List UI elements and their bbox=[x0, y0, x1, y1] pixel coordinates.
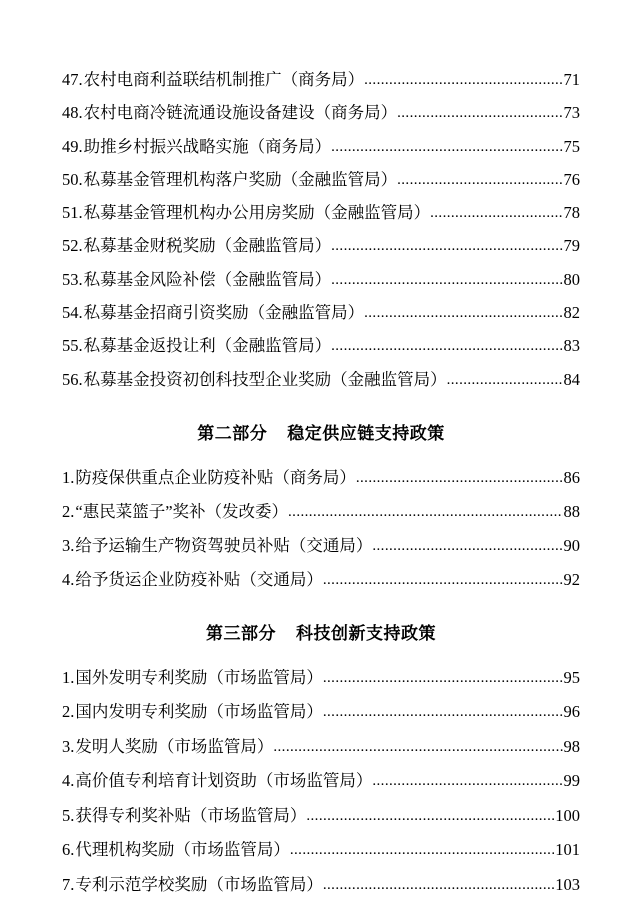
toc-entry-number: 56. bbox=[62, 369, 83, 389]
toc-entry-page: 98 bbox=[563, 736, 580, 756]
toc-entry-number: 52. bbox=[62, 236, 83, 256]
toc-entry-number: 51. bbox=[62, 203, 83, 223]
toc-leader-dots bbox=[364, 306, 562, 321]
toc-entry[interactable] bbox=[62, 305, 580, 322]
toc-leader-dots bbox=[331, 339, 562, 354]
section-heading-part-three bbox=[62, 619, 580, 644]
toc-entry-page: 101 bbox=[555, 840, 580, 860]
toc-entry-title: 私募基金管理机构落户奖励（金融监管局） bbox=[83, 169, 398, 189]
toc-entry-title: 高价值专利培育计划资助（市场监管局） bbox=[75, 771, 373, 791]
section-part-name: 稳定供应链支持政策 bbox=[287, 423, 445, 444]
toc-entry-title: 私募基金管理机构办公用房奖励（金融监管局） bbox=[83, 203, 431, 223]
toc-entry-number: 6. bbox=[62, 840, 75, 860]
toc-entry-title: 获得专利奖补贴（市场监管局） bbox=[75, 805, 307, 825]
toc-entry-number: 50. bbox=[62, 169, 83, 189]
toc-leader-dots bbox=[397, 106, 562, 121]
toc-entry[interactable] bbox=[62, 105, 580, 122]
toc-entry-title: 国外发明专利奖励（市场监管局） bbox=[75, 667, 323, 687]
toc-group-2 bbox=[62, 467, 580, 589]
toc-entry[interactable] bbox=[62, 501, 580, 521]
toc-leader-dots bbox=[273, 740, 562, 755]
toc-leader-dots bbox=[323, 671, 563, 686]
toc-entry-page: 99 bbox=[563, 771, 580, 791]
toc-entry-title: 给予货运企业防疫补贴（交通局） bbox=[75, 569, 323, 589]
toc-entry-number: 48. bbox=[62, 103, 83, 123]
toc-entry-page: 95 bbox=[563, 667, 580, 687]
toc-entry-page: 88 bbox=[563, 501, 580, 521]
toc-entry-number: 3. bbox=[62, 535, 75, 555]
toc-leader-dots bbox=[372, 539, 562, 554]
toc-entry-page: 73 bbox=[563, 103, 580, 123]
toc-entry-number: 4. bbox=[62, 569, 75, 589]
toc-entry-title: 私募基金招商引资奖励（金融监管局） bbox=[83, 303, 365, 323]
toc-entry[interactable] bbox=[62, 736, 580, 756]
toc-leader-dots bbox=[323, 573, 563, 588]
toc-leader-dots bbox=[288, 505, 562, 520]
toc-entry[interactable] bbox=[62, 667, 580, 687]
toc-entry[interactable] bbox=[62, 72, 580, 89]
toc-entry-number: 47. bbox=[62, 70, 83, 89]
toc-entry-title: 私募基金财税奖励（金融监管局） bbox=[83, 236, 332, 256]
toc-leader-dots bbox=[331, 239, 562, 254]
toc-leader-dots bbox=[364, 73, 562, 88]
toc-entry-title: 专利示范学校奖励（市场监管局） bbox=[75, 874, 323, 894]
toc-entry-number: 54. bbox=[62, 303, 83, 323]
toc-entry-title: 私募基金返投让利（金融监管局） bbox=[83, 336, 332, 356]
toc-entry-page: 90 bbox=[563, 535, 580, 555]
toc-leader-dots bbox=[430, 206, 562, 221]
toc-leader-dots bbox=[331, 140, 562, 155]
toc-entry-title: “惠民菜篮子”奖补（发改委） bbox=[75, 501, 289, 521]
toc-leader-dots bbox=[331, 273, 562, 288]
toc-entry-title: 助推乡村振兴战略实施（商务局） bbox=[83, 136, 332, 156]
toc-entry-title: 代理机构奖励（市场监管局） bbox=[75, 840, 290, 860]
toc-entry[interactable] bbox=[62, 704, 580, 721]
toc-entry[interactable] bbox=[62, 773, 580, 790]
toc-entry-page: 75 bbox=[563, 136, 580, 156]
toc-entry-number: 49. bbox=[62, 136, 83, 156]
toc-entry-number: 55. bbox=[62, 336, 83, 356]
section-heading-part-two bbox=[62, 419, 580, 444]
toc-entry-page: 78 bbox=[563, 203, 580, 223]
toc-entry-number: 1. bbox=[62, 467, 75, 487]
section-part-label: 第二部分 bbox=[197, 423, 268, 444]
toc-entry-page: 76 bbox=[563, 169, 580, 189]
toc-entry[interactable] bbox=[62, 338, 580, 355]
toc-entry-title: 农村电商利益联结机制推广（商务局） bbox=[83, 70, 365, 89]
toc-entry[interactable] bbox=[62, 842, 580, 859]
toc-leader-dots bbox=[372, 774, 562, 789]
toc-leader-dots bbox=[290, 843, 554, 858]
toc-entry-number: 3. bbox=[62, 736, 75, 756]
toc-entry-title: 给予运输生产物资驾驶员补贴（交通局） bbox=[75, 535, 373, 555]
toc-entry-title: 国内发明专利奖励（市场监管局） bbox=[75, 702, 323, 722]
toc-entry[interactable] bbox=[62, 205, 580, 222]
toc-entry[interactable] bbox=[62, 805, 580, 825]
toc-entry[interactable] bbox=[62, 169, 580, 189]
toc-entry-page: 92 bbox=[563, 569, 580, 589]
toc-entry-page: 82 bbox=[563, 303, 580, 323]
toc-entry-number: 4. bbox=[62, 771, 75, 791]
toc-entry-title: 私募基金投资初创科技型企业奖励（金融监管局） bbox=[83, 369, 447, 389]
section-part-name: 科技创新支持政策 bbox=[296, 623, 436, 644]
toc-entry[interactable] bbox=[62, 467, 580, 487]
toc-leader-dots bbox=[323, 705, 563, 720]
toc-entry-page: 86 bbox=[563, 467, 580, 487]
toc-entry-number: 2. bbox=[62, 702, 75, 722]
toc-entry[interactable] bbox=[62, 569, 580, 589]
toc-entry-page: 103 bbox=[555, 874, 580, 894]
toc-entry-page: 100 bbox=[555, 805, 580, 825]
toc-leader-dots bbox=[306, 809, 554, 824]
toc-entry-number: 2. bbox=[62, 501, 75, 521]
toc-entry-number: 5. bbox=[62, 805, 75, 825]
toc-entry-page: 80 bbox=[563, 269, 580, 289]
toc-leader-dots bbox=[397, 173, 562, 188]
toc-entry-page: 83 bbox=[563, 336, 580, 356]
toc-leader-dots bbox=[323, 878, 554, 893]
toc-entry-number: 1. bbox=[62, 667, 75, 687]
toc-entry-title: 发明人奖励（市场监管局） bbox=[75, 736, 274, 756]
toc-group-3 bbox=[62, 667, 580, 894]
toc-entry[interactable] bbox=[62, 269, 580, 289]
toc-entry-page: 96 bbox=[563, 702, 580, 722]
toc-entry[interactable] bbox=[62, 535, 580, 555]
toc-entry[interactable] bbox=[62, 238, 580, 255]
toc-leader-dots bbox=[447, 373, 563, 388]
toc-group-1 bbox=[62, 72, 580, 389]
section-part-label: 第三部分 bbox=[206, 623, 276, 644]
toc-entry-title: 农村电商冷链流通设施设备建设（商务局） bbox=[83, 103, 398, 123]
toc-entry-title: 私募基金风险补偿（金融监管局） bbox=[83, 269, 332, 289]
toc-entry-title: 防疫保供重点企业防疫补贴（商务局） bbox=[75, 467, 356, 487]
toc-leader-dots bbox=[356, 471, 563, 486]
toc-entry-page: 71 bbox=[563, 70, 580, 89]
toc-entry[interactable] bbox=[62, 369, 580, 389]
toc-entry-number: 7. bbox=[62, 874, 75, 894]
toc-entry[interactable] bbox=[62, 136, 580, 156]
toc-entry-number: 53. bbox=[62, 269, 83, 289]
toc-entry-page: 84 bbox=[563, 369, 580, 389]
toc-entry[interactable] bbox=[62, 874, 580, 894]
toc-entry-page: 79 bbox=[563, 236, 580, 256]
